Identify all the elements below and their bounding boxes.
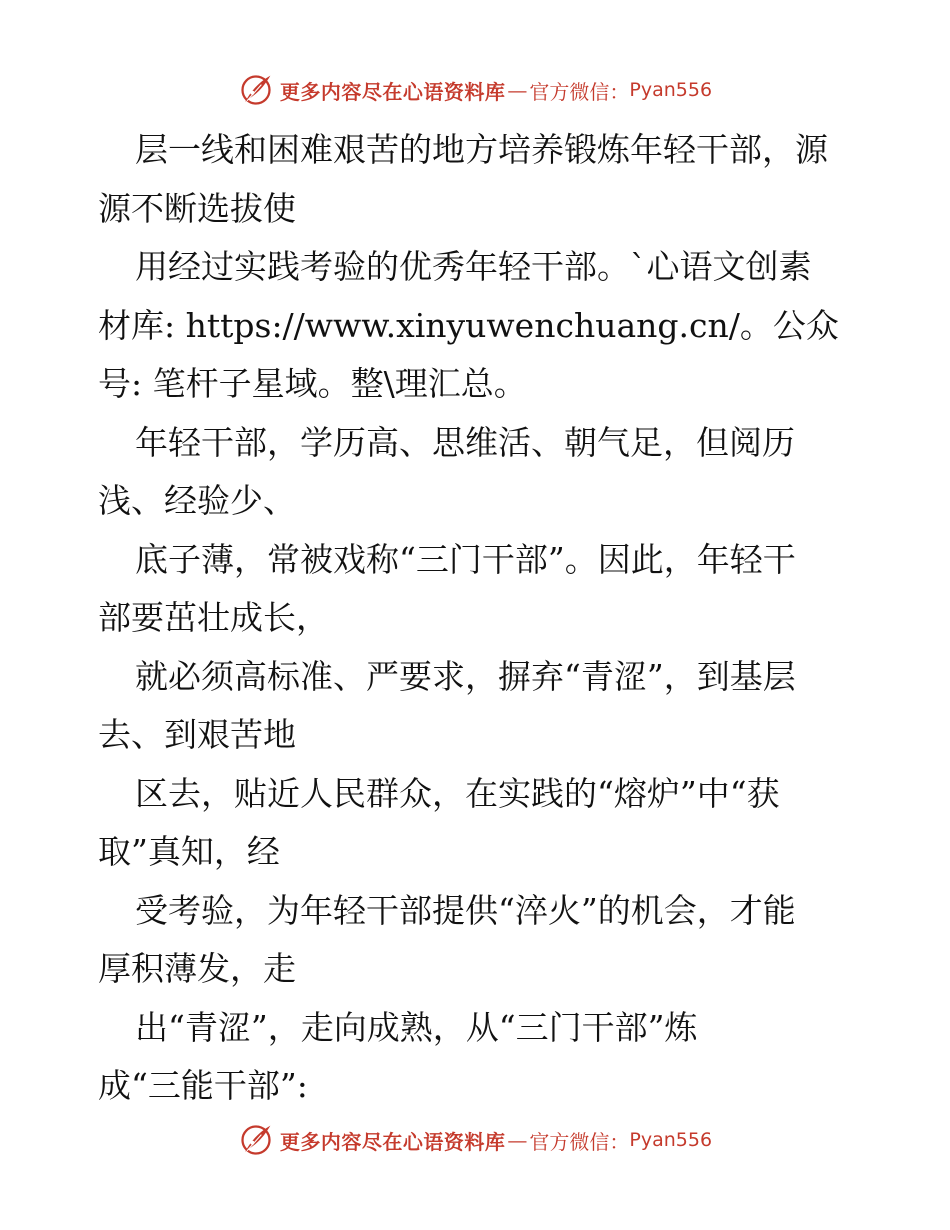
footer-banner-contact-label: 官方微信：: [529, 1129, 630, 1154]
text-line: 底子薄，常被戏称“三门干部”。因此，年轻干: [135, 539, 796, 579]
footer-banner: [0, 1120, 950, 1160]
text-line: 年轻干部，学历高、思维活、朝气足，但阅历: [135, 422, 795, 462]
text-line: 就必须高标准、严要求，摒弃“青涩”，到基层: [135, 656, 796, 696]
header-banner-separator: —: [507, 78, 528, 102]
text-line: 部要茁壮成长，: [98, 598, 329, 637]
footer-banner-text: 更多内容尽在心语资料库: [279, 1129, 506, 1154]
footer-banner-contact-id: Pyan556: [629, 1129, 713, 1151]
header-banner-text: 更多内容尽在心语资料库: [279, 79, 506, 104]
text-line: 区去，贴近人民群众，在实践的“熔炉”中“获: [135, 773, 780, 813]
text-line: 号: 笔杆子星域。整\理汇总。: [98, 364, 527, 403]
text-line: 层一线和困难艰苦的地方培养锻炼年轻干部，源: [135, 130, 828, 169]
text-line: 出“青涩”，走向成熟，从“三门干部”炼: [135, 1007, 698, 1047]
text-line: 受考验，为年轻干部提供“淬火”的机会，才能: [135, 890, 796, 930]
footer-banner-separator: —: [507, 1128, 528, 1152]
header-banner-contact-id: Pyan556: [629, 79, 713, 101]
header-banner-contact-label: 官方微信：: [529, 79, 630, 104]
text-line: 源不断选拔使: [98, 188, 296, 228]
feather-pen-logo-icon: [238, 72, 274, 108]
text-line: 去、到艰苦地: [98, 715, 296, 754]
text-line: 厚积薄发，走: [98, 949, 296, 988]
text-line: 浅、经验少、: [98, 481, 296, 520]
feather-pen-logo-icon: [238, 1122, 274, 1158]
body-text: [98, 121, 878, 1116]
header-banner: [0, 70, 950, 110]
text-line: 用经过实践考验的优秀年轻干部。`心语文创素: [135, 247, 812, 286]
text-line: 成“三能干部”:: [98, 1066, 308, 1105]
text-line: 取”真知，经: [98, 832, 280, 871]
text-line: 材库: https://www.xinyuwenchuang.cn/。公众: [98, 305, 839, 345]
